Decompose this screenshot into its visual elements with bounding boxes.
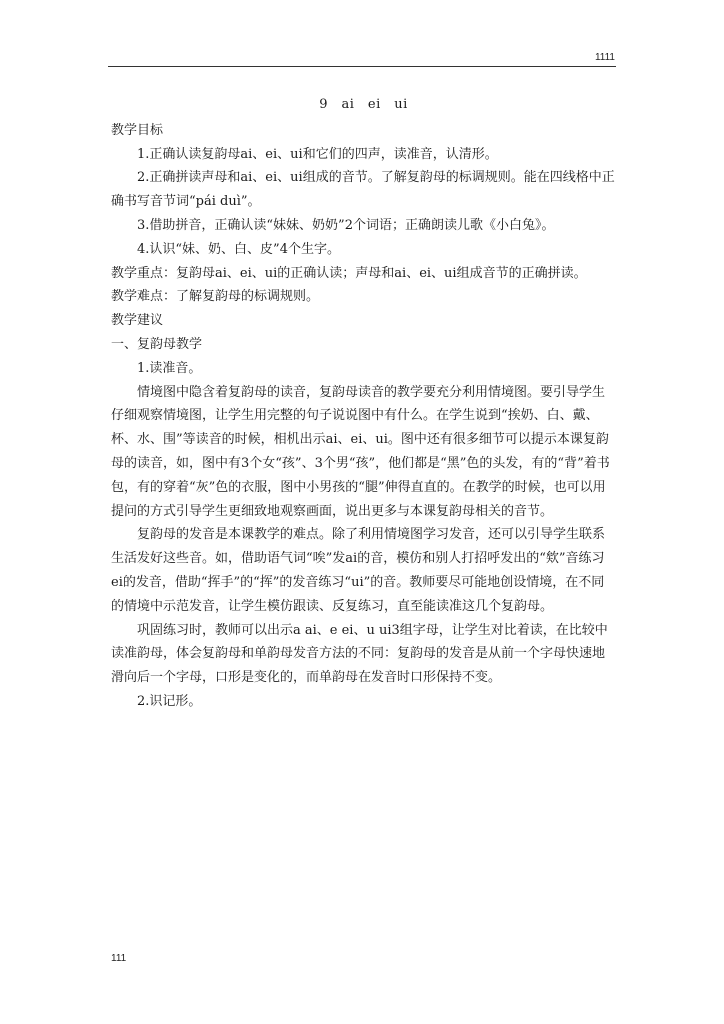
header-page-number: 1111 <box>594 52 615 63</box>
key-points: 教学重点：复韵母ai、ei、ui的正确认读；声母和ai、ei、ui组成音节的正确拼读。 <box>111 265 587 281</box>
step-heading: 1.读准音。 <box>137 360 202 376</box>
footer-page-number: 111 <box>111 953 127 964</box>
section-heading-objectives: 教学目标 <box>111 122 164 138</box>
header-divider <box>108 66 616 67</box>
lesson-title: 9 ai ei ui <box>319 97 408 112</box>
objective-item: 3.借助拼音，正确认读“妹妹、奶奶”2个词语；正确朗读儿歌《小白兔》。 <box>137 217 555 233</box>
body-paragraph: 情境图中隐含着复韵母的读音，复韵母读音的教学要充分利用情境图。要引导学生仔细观察情境图，让学生用完整的句子说说图中有什么。在学生说到“挨奶、白、戴、杯、水、围”等读音的时候，相机出示ai、ei、ui。图中还有很多细节可以提示本课复韵母的读音，如，图中有3个女“孩”、3个男“孩”，他们都是“黑”色的头发，有的“背”着书包，有的穿着“灰”色的衣服，图中小男孩的“腿”伸得直直的。在教学的时候，也可以用提问的方式引导学生更细致地观察画面，说出更多与本课复韵母相关的音节。 <box>111 384 610 519</box>
body-paragraph: 复韵母的发音是本课教学的难点。除了利用情境图学习发音，还可以引导学生联系生活发好这些音。如，借助语气词“唉”发ai的音，模仿和别人打招呼发出的“欸”音练习ei的发音，借助“挥手”的“挥”的发音练习“ui”的音。教师要尽可能地创设情境，在不同的情境中示范发音，让学生模仿跟读、反复练习，直至能读准这几个复韵母。 <box>111 527 606 614</box>
step-heading: 2.识记形。 <box>137 693 202 709</box>
objective-item: 4.认识“妹、奶、白、皮”4个生字。 <box>137 241 340 257</box>
section-heading-suggestions: 教学建议 <box>111 313 164 329</box>
body-paragraph: 巩固练习时，教师可以出示a ai、e ei、u ui3组字母，让学生对比着读，在比较中读准韵母，体会复韵母和单韵母发音方法的不同：复韵母的发音是从前一个字母快速地滑向后一个字母，口形是变化的，而单韵母在发音时口形保持不变。 <box>111 622 608 686</box>
objective-item: 2.正确拼读声母和ai、ei、ui组成的音节。了解复韵母的标调规则。能在四线格中正确书写音节词“pái duì”。 <box>111 170 615 210</box>
subsection-heading: 一、复韵母教学 <box>111 336 203 352</box>
difficult-points: 教学难点：了解复韵母的标调规则。 <box>111 289 320 305</box>
objective-item: 1.正确认读复韵母ai、ei、ui和它们的四声，读准音，认清形。 <box>137 146 498 162</box>
document-body <box>111 93 616 714</box>
